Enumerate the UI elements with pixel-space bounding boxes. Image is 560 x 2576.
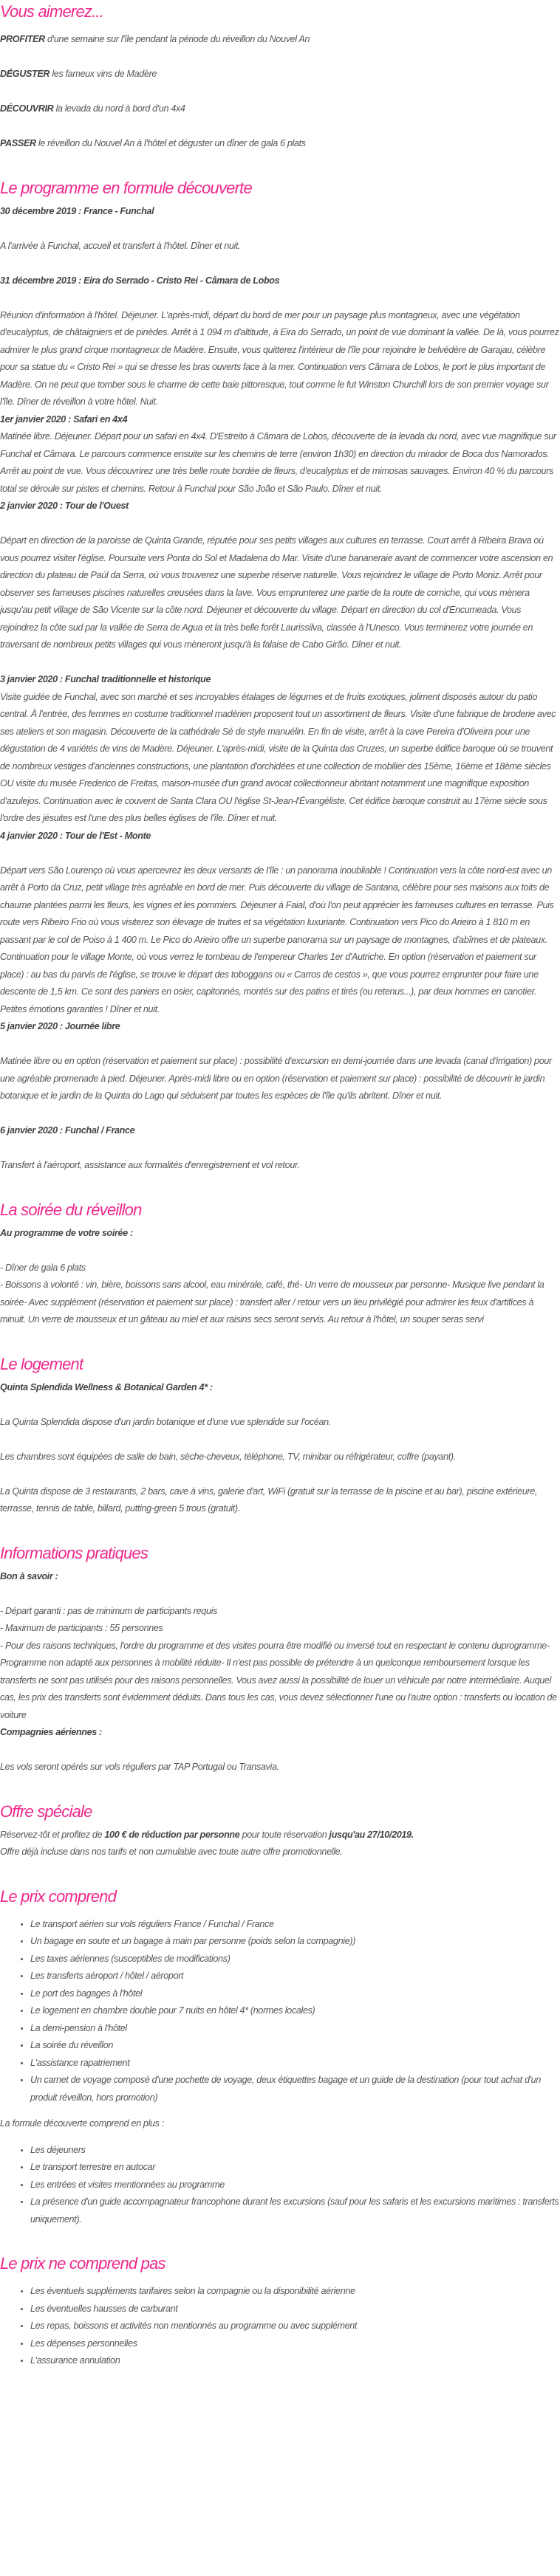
day-title: 30 décembre 2019 : France - Funchal <box>0 205 154 216</box>
section-vous-aimerez <box>0 1 560 153</box>
offre-note: Offre déjà incluse dans nos tarifs et non cumulable avec toute autre offre promotionnelle. <box>0 1847 343 1857</box>
list-item: • Les repas, boissons et activités non mentionnés au programme ou avec supplément <box>30 2318 560 2335</box>
list-item: • La présence d'un guide accompagnateur francophone durant les excursions (sauf pour les safaris et les excursions maritimes : transferts uniquement). <box>30 2194 560 2228</box>
list-item: • La soirée du réveillon <box>30 2037 560 2055</box>
list-item: • La demi-pension à l'hôtel <box>30 2020 560 2038</box>
section-title-vous-aimerez: Vous aimerez... <box>0 2 104 21</box>
list-item: • L'assurance annulation <box>30 2352 560 2370</box>
day-text: Réunion d'information à l'hôtel. Déjeuner. L'après-midi, départ du bord de mer pour un paysage plus montagneux, avec une végétation d'eucalyptus, de châtaigniers et de pinèdes. Arrêt à 1 094 m d'altitude, à Eira do Serrado, un point de vue dominant la vallée. De là, vous pourrez admirer le plus grand cirque montagneux de Madère. Ensuite, vous quitterez l'intérieur de l'île pour rejoindre le belvédère de Garajau, célèbre pour sa statue du « Cristo Rei » qui se dresse les bras ouverts face à la mer. Continuation vers Câmara de Lobos, le port le plus important de Madère. On ne peut que tomber sous le charme de cette baie pittoresque, tout comme le fut Winston Churchill lors de son premier voyage sur l'île. Dîner de réveillon à votre hôtel. Nuit. <box>0 309 559 407</box>
list-item: • Les entrées et visites mentionnées au programme <box>30 2177 560 2194</box>
reveillon-subtitle: Au programme de votre soirée : <box>0 1227 133 1238</box>
day-text: Transfert à l'aéroport, assistance aux formalités d'enregistrement et vol retour. <box>0 1160 300 1170</box>
formule-list <box>0 2142 560 2229</box>
ne-comprend-pas-list <box>0 2283 560 2370</box>
offre-amount: 100 € de réduction par personne <box>104 1829 240 1840</box>
list-item: • Un bagage en soute et un bagage à main par personne (poids selon la compagnie)) <box>30 1933 560 1951</box>
day-title: 3 janvier 2020 : Funchal traditionnelle et historique <box>0 674 211 684</box>
highlight-item: DÉCOUVRIR la levada du nord à bord d'un 4x4 <box>0 103 185 114</box>
page <box>0 1 560 2385</box>
list-item: • Les taxes aériennes (susceptibles de modifications) <box>30 1951 560 1968</box>
info-line: - Pour des raisons techniques, l'ordre du programme et des visites pourra être modifié ou inversé tout en respectant le contenu duprogramme- Programme non adapté aux personnes à mobilité réduite- Il n'est pas possible de prétendre à un quelconque remboursement lorsque les transferts ne sont pas utilisés pour des raisons personnelles. Vous avez aussi la possibilité de louer un véhicule par notre intermédiaire. Auquel cas, les prix des transferts sont évidemment déduits. Dans tous les cas, vous devez sélectionner l'une ou l'autre option : transferts ou location de voiture <box>0 1640 557 1720</box>
day-title: 6 janvier 2020 : Funchal / France <box>0 1125 135 1136</box>
list-item: • Les éventuelles hausses de carburant <box>30 2301 560 2318</box>
day-text: Matinée libre ou en option (réservation et paiement sur place) : possibilité d'excursion en demi-journée dans une levada (canal d'irrigation) pour une agréable promenade à pied. Déjeuner. Après-midi libre ou en option (réservation et paiement sur place) : possibilité de découvrir le jardin botanique et le jardin de la Quinta do Lago qui séduisent par toutes les espèces de l'île qu'ils abritent. Dîner et nuit. <box>0 1056 552 1101</box>
section-infos-pratiques <box>0 1543 560 1776</box>
day-title: 1er janvier 2020 : Safari en 4x4 <box>0 413 128 425</box>
section-title-logement: Le logement <box>0 1354 83 1373</box>
highlight-item: DÉGUSTER les fameux vins de Madère <box>0 69 157 79</box>
comprend-list <box>0 1916 560 2107</box>
info-line: - Départ garanti : pas de minimum de participants requis <box>0 1605 217 1616</box>
reveillon-line: - Boissons à volonté : vin, bière, boissons sans alcool, eau minérale, café, thé- Un verre de mousseux par personne- Musique live pendant la soirée- Avec supplément (réservation et paiement sur place) : transfert aller / retour vers un lieu privilégié pour admirer les feux d'artifices à minuit. Un verre de mousseux et un gâteau au miel et aux raisins secs seront servis. Au retour à l'hôtel, un souper seras servi <box>0 1280 544 1325</box>
highlight-item: PROFITER d'une semaine sur l'île pendant la période du réveillon du Nouvel An <box>0 34 310 44</box>
info-line: - Maximum de participants : 55 personnes <box>0 1623 163 1633</box>
section-title-programme: Le programme en formule découverte <box>0 178 252 197</box>
section-title-comprend: Le prix comprend <box>0 1886 117 1906</box>
section-offre-speciale <box>0 1802 560 1861</box>
list-item: • Le transport aérien sur vols réguliers France / Funchal / France <box>30 1916 560 1934</box>
day-text: Visite guidée de Funchal, avec son marché et ses incroyables étalages de légumes et de fruits exotiques, joliment disposés autour du patio central. À l'entrée, des femmes en costume traditionnel madérien proposent tout un assortiment de fleurs. Visite d'une fabrique de broderie avec ses ateliers et son magasin. Découverte de la cathédrale Sé de style manuélin. En fin de visite, arrêt à la cave Pereira d'Oliveira pour une dégustation de 4 variétés de vins de Madère. Déjeuner. L'après-midi, visite de la Quinta das Cruzes, un superbe édifice baroque où se trouvent de nombreux vestiges d'anciennes constructions, une plantation d'orchidées et une collection de mobilier des 15ème, 16ème et 18ème siècles OU visite du musée Frederico de Freitas, maison-musée d'un grand avocat collectionneur abritant notamment une magnifique exposition d'azulejos. Continuation avec le couvent de Santa Clara OU l'église St-Jean-l'Évangéliste. Cet édifice baroque construit au 17ème siècle sous l'ordre des jésuites est l'une des plus belles églises de l'île. Dîner et nuit. <box>0 691 556 823</box>
bon-a-savoir-label: Bon à savoir : <box>0 1570 58 1581</box>
highlight-item: PASSER le réveillon du Nouvel An à l'hôtel et déguster un dîner de gala 6 plats <box>0 138 306 148</box>
formule-label: La formule découverte comprend en plus : <box>0 2118 164 2129</box>
day-title: 31 décembre 2019 : Eira do Serrado - Cristo Rei - Câmara de Lobos <box>0 275 280 286</box>
section-prix-ne-comprend-pas <box>0 2253 560 2370</box>
list-item: • Les transferts aéroport / hôtel / aéroport <box>30 1968 560 1985</box>
list-item: • Les déjeuners <box>30 2142 560 2160</box>
list-item: • Les dépenses personnelles <box>30 2335 560 2353</box>
day-title: 2 janvier 2020 : Tour de l'Ouest <box>0 501 129 511</box>
day-title: 5 janvier 2020 : Journée libre <box>0 1021 120 1031</box>
day-text: Départ vers São Lourenço où vous apercevrez les deux versants de l'île : un panorama inoubliable ! Continuation vers la côte nord-est avec un arrêt à Porto da Cruz, petit village très agréable en bord de mer. Puis découverte du village de Santana, célèbre pour ses maisons aux toits de chaume plantées parmi les fleurs, les vignes et les pommiers. Déjeuner à Faial, d'où l'on peut apprécier les fameuses cultures en terrasse. Puis route vers Ribeiro Frio où vous visiterez son élevage de truites et sa végétation luxuriante. Continuation vers Pico do Arieiro à 1 810 m en passant par le col de Poiso à 1 400 m. Le Pico do Arieiro offre un superbe panorama sur un paysage de montagnes, d'abîmes et de plateaux. Continuation pour le village Monte, où vous verrez le tombeau de l'empereur Charles 1er d'Autriche. En option (réservation et paiement sur place) : au bas du parvis de l'église, se trouve le départ des toboggans ou « Carros de cestos », que vous pourrez emprunter pour faire une descente de 1,5 km. Ce sont des paniers en osier, capitonnés, montés sur des patins et tirés (ou retenus...), par deux hommes en canotier. Petites émotions garanties ! Dîner et nuit. <box>0 865 554 1014</box>
compagnies-text: Les vols seront opérés sur vols réguliers par TAP Portugal ou Transavia. <box>0 1762 279 1772</box>
section-reveillon <box>0 1200 560 1329</box>
section-title-infos: Informations pratiques <box>0 1543 148 1562</box>
section-logement <box>0 1354 560 1518</box>
list-item: • Le transport terrestre en autocar <box>30 2159 560 2177</box>
offre-text: Réservez-tôt et profitez de 100 € de réduction par personne pour toute réservation jusqu'au 27/10/2019. <box>0 1829 414 1840</box>
list-item: • Le logement en chambre double pour 7 nuits en hôtel 4* (normes locales) <box>30 2002 560 2020</box>
list-item: • Les éventuels suppléments tarifaires selon la compagnie ou la disponibilité aérienne <box>30 2283 560 2301</box>
reveillon-line: - Dîner de gala 6 plats <box>0 1262 86 1273</box>
offre-deadline: jusqu'au 27/10/2019. <box>329 1829 414 1840</box>
section-title-reveillon: La soirée du réveillon <box>0 1200 142 1219</box>
hotel-name: Quinta Splendida Wellness & Botanical Garden 4* : <box>0 1381 213 1392</box>
section-programme <box>0 178 560 1175</box>
compagnies-label: Compagnies aériennes : <box>0 1727 102 1737</box>
hotel-description: La Quinta Splendida dispose d'un jardin botanique et d'une vue splendide sur l'océan. <box>0 1416 331 1427</box>
day-text: A l'arrivée à Funchal, accueil et transfert à l'hôtel. Dîner et nuit. <box>0 240 241 251</box>
section-title-offre: Offre spéciale <box>0 1802 92 1821</box>
list-item: • Un carnet de voyage composé d'une pochette de voyage, deux étiquettes bagage et un guide de la destination (pour tout achat d'un produit réveillon, hors promotion) <box>30 2072 560 2106</box>
section-title-ne-comprend-pas: Le prix ne comprend pas <box>0 2254 165 2273</box>
day-text: Matinée libre. Déjeuner. Départ pour un safari en 4x4. D'Estreito à Câmara de Lobos, découverte de la levada du nord, avec vue magnifique sur Funchal et Câmara. Le parcours commence ensuite sur les chemins de terre (environ 1h30) en direction du mirador de Boca dos Namorados. Arrêt au point de vue. Vous découvrirez une très belle route bordée de fleurs, d'eucalyptus et de mimosas sauvages. Environ 40 % du parcours total se déroule sur pistes et chemins. Retour à Funchal pour São João et São Paulo. Dîner et nuit. <box>0 431 556 494</box>
section-prix-comprend <box>0 1886 560 2229</box>
list-item: • L'assistance rapatriement <box>30 2055 560 2072</box>
day-title: 4 janvier 2020 : Tour de l'Est - Monte <box>0 830 151 841</box>
list-item: • Le port des bagages à l'hôtel <box>30 1985 560 2003</box>
day-text: Départ en direction de la paroisse de Quinta Grande, réputée pour ses petits villages aux cultures en terrasse. Court arrêt à Ribeira Brava où vous pourrez visiter l'église. Poursuite vers Ponta do Sol et Madalena do Mar. Visite d'une bananeraie avant de commencer votre ascension en direction du plateau de Paúl da Serra, où vous trouverez une superbe réserve naturelle. Vous rejoindrez le village de Porto Moniz. Arrêt pour observer ses fameuses piscines naturelles creusées dans la lave. Vous emprunterez une partie de la route de corniche, qui vous mènera jusqu'au petit village de São Vicente sur la côte nord. Déjeuner et découverte du village. Départ en direction du col d'Encumeada. Vous rejoindrez la côte sud par la vallée de Serra de Agua et la très belle forêt Laurissilva, classée à l'Unesco. Vous terminerez votre journée en traversant de nombreux petits villages qui vous mèneront jusqu'à la falaise de Cabo Girão. Dîner et nuit. <box>0 535 553 650</box>
hotel-rooms: Les chambres sont équipées de salle de bain, sèche-cheveux, téléphone, TV, minibar ou réfrigérateur, coffre (payant). <box>0 1451 456 1462</box>
hotel-facilities: La Quinta dispose de 3 restaurants, 2 bars, cave à vins, galerie d'art, WiFi (gratuit sur la terrasse de la piscine et au bar), piscine extérieure, terrasse, tennis de table, billard, putting-green 5 trous (gratuit). <box>0 1486 538 1514</box>
